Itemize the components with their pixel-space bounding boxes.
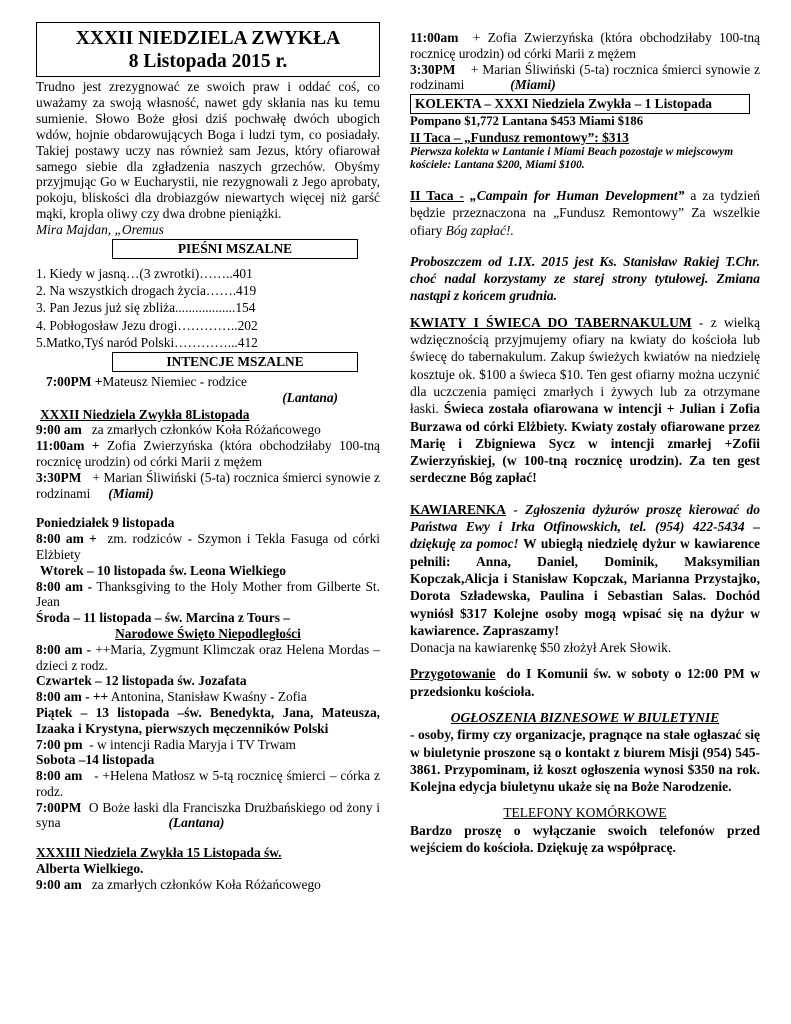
intention-entry: 8:00 am - ++Maria, Zygmunt Klimczak oraz Helena Mordas – dzieci z rodz. bbox=[36, 641, 380, 673]
thursday-heading: Czwartek – 12 listopada św. Jozafata bbox=[36, 673, 247, 689]
intention-entry: 8:00 am + zm. rodziców - Szymon i Tekla Fasuga od córki Elżbiety bbox=[36, 531, 380, 562]
intention-entry: 3:30PM + Marian Śliwiński (5-ta) rocznica śmierci synowie z rodzinami (Miami) bbox=[410, 61, 761, 93]
collection-box: KOLEKTA – XXXI Niedziela Zwykła – 1 Listopada bbox=[410, 94, 750, 114]
intention-entry: 11:00am + Zofia Zwierzyńska (która obchodziłaby 100-tną rocznicę urodzin) od córki Marii z mężem bbox=[410, 30, 760, 61]
intention-entry: 8:00 am - +Helena Matłosz w 5-tą rocznicę śmierci – córka z rodz. bbox=[36, 768, 380, 799]
intention-saturday: 7:00PM +Mateusz Niemiec - rodzice bbox=[46, 373, 247, 389]
intention-entry: 7:00PM O Boże łaski dla Franciszka Drużbańskiego od żony i syna (Lantana) bbox=[36, 799, 380, 831]
next-sunday-heading: XXXIII Niedziela Zwykła 15 Listopada św. bbox=[36, 845, 282, 861]
intention-entry: 8:00 am - Thanksgiving to the Holy Mother from Gilberte St. Jean bbox=[36, 578, 381, 610]
second-collection-note: Pierwsza kolekta w Lantanie i Miami Beach pozostaje w miejscowym kościele: Lantana $200, Miami $100. bbox=[410, 145, 734, 172]
hymn-item: 4. Pobłogosław Jezu drogi…………..202 bbox=[36, 317, 258, 333]
intention-place: (Lantana) bbox=[282, 389, 338, 405]
intention-entry: 8:00 am - ++ Antonina, Stanisław Kwaśny - Zofia bbox=[36, 689, 307, 705]
next-sunday-heading-cont: Alberta Wielkiego. bbox=[36, 861, 144, 877]
page-title: XXXII NIEDZIELA ZWYKŁA bbox=[75, 28, 341, 49]
sunday-heading: XXXII Niedziela Zwykła 8Listopada bbox=[40, 406, 250, 422]
phones-heading: TELEFONY KOMÓRKOWE bbox=[503, 805, 667, 821]
left-column bbox=[36, 22, 380, 893]
reflection-author: Mira Majdan, „Oremus bbox=[36, 222, 164, 238]
intention-entry: 9:00 am za zmarłych członków Koła Różańcowego bbox=[36, 422, 321, 438]
cafe-donation: Donacja na kawiarenkę $50 złożył Arek Słowik. bbox=[410, 640, 672, 656]
phones-text: Bardzo proszę o wyłączanie swoich telefonów przed wejściem do kościoła. Dziękuję za współpracę. bbox=[410, 822, 760, 856]
hymn-item: 1. Kiedy w jasną…(3 zwrotki)……..401 bbox=[36, 265, 253, 281]
flowers-paragraph: KWIATY I ŚWIECA DO TABERNAKULUM - z wielką wdzięcznością przyjmujemy ofiary na kwiaty do kościoła lub świecę do tabernakulum. Zakup świeżych kwiatów na niedzielę kosztuje ok. $100 a świeca $10. Ten gest ofiarny można uczynić dla uczczenia pamięci zmarłych i żywych lub za otrzymane łaski. Świeca została ofiarowana w intencji + Julian i Zofia Burzawa od córki Elżbiety. Kwiaty zostały ofiarowane przez Marię i Zbigniewa Sycz w intencji zmarłej +Zofii Zwierzyńskiej, (w 100-tną rocznicę urodzin). Za ten gest serdeczne Bóg zapłać! bbox=[410, 314, 760, 486]
ads-text: - osoby, firmy czy organizacje, pragnące na stałe ogłaszać się w biuletynie proszone są o kontakt z biurem Misji (954) 545-3861. Przypominam, iż koszt ogłoszenia wynosi $350 na rok. Kolejna edycja biuletynu ukaże się na Boże Narodzenie. bbox=[410, 727, 760, 795]
intention-entry: 7:00 pm - w intencji Radia Maryja i TV Trwam bbox=[36, 736, 296, 752]
intention-entry: 3:30PM + Marian Śliwiński (5-ta) rocznica śmierci synowie z rodzinami (Miami) bbox=[36, 469, 381, 501]
friday-heading: Piątek – 13 listopada –św. Benedykta, Jana, Mateusza, Izaaka i Krystyna, pierwszych męczenników Polski bbox=[36, 704, 380, 736]
wednesday-heading: Środa – 11 listopada – św. Marcina z Tours – bbox=[36, 610, 290, 626]
hymn-item: 3. Pan Jezus już się zbliża..................154 bbox=[36, 300, 256, 316]
second-collection-heading: II Taca – „Fundusz remontowy”: $313 bbox=[410, 129, 629, 145]
hymns-list bbox=[36, 265, 380, 351]
wednesday-subheading: Narodowe Święto Niepodległości bbox=[115, 625, 301, 641]
hymn-item: 2. Na wszystkich drogach życia…….419 bbox=[36, 283, 257, 299]
ads-heading: OGŁOSZENIA BIZNESOWE W BIULETYNIE bbox=[450, 709, 720, 725]
communion-prep: Przygotowanie do I Komunii św. w soboty o 12:00 PM w przedsionku kościoła. bbox=[410, 666, 761, 699]
pastor-notice: Proboszczem od 1.IX. 2015 jest Ks. Stanisław Rakiej T.Chr. choć nadal korzystamy ze starej strony tytułowej. Zmiana nastąpi z końcem grudnia. bbox=[410, 253, 760, 304]
intention-entry: 11:00am + Zofia Zwierzyńska (która obchodziłaby 100-tną rocznicę urodzin) od córki Marii z mężem bbox=[36, 438, 380, 469]
right-column bbox=[410, 30, 760, 856]
hymns-heading: PIEŚNI MSZALNE bbox=[112, 239, 358, 259]
title-box bbox=[36, 22, 380, 77]
hymn-item: 5.Matko,Tyś naród Polski…………...412 bbox=[36, 334, 258, 350]
saturday-heading: Sobota –14 listopada bbox=[36, 752, 155, 768]
tuesday-heading: Wtorek – 10 listopada św. Leona Wielkiego bbox=[40, 562, 286, 578]
intention-entry: 9:00 am za zmarłych członków Koła Różańcowego bbox=[36, 876, 321, 892]
page-date: 8 Listopada 2015 r. bbox=[128, 51, 288, 72]
reflection-text: Trudno jest zrezygnować ze swoich praw i oddać coś, co uważamy za swoją własność, nawet gdy skłania nas ku temu sumienie. Słowo Boże głosi dziś pochwałę dwóch ubogich wdów, hojnie obdarowujących Boga i ludzi tym, co posiadały. Takiej postawy uczy nas również sam Jezus, który ofiarował samego siebie dla zgładzenia naszych grzechów. Obyśmy przyjmując Go w Eucharystii, nie rezygnowali z Jego aprobaty, pokoju, bliskości dla drobiazgów niewartych więcej niż garść mąki, kropla oliwy czy dwa drobne pieniążki. bbox=[36, 79, 380, 222]
cafe-paragraph: KAWIARENKA - Zgłoszenia dyżurów proszę kierować do Państwa Ewy i Irka Otfinowskich, tel. (954) 422-5434 – dziękuję za pomoc! W ubiegłą niedzielę dyżur w kawiarence pełnili: Anna, Daniel, Dominik, Maksymilian Kopczak,Alicja i Stanisław Kopczak, Marianna Przystajko, Dorota Szładewska, Paulina i Sebastian Salas. Dochód wyniósł $317 Kolejne osoby mogą wpisać się na dyżur w kawiarence. Zapraszamy! bbox=[410, 501, 760, 638]
collection-amounts: Pompano $1,772 Lantana $453 Miami $186 bbox=[410, 114, 643, 129]
monday-heading: Poniedziałek 9 listopada bbox=[36, 515, 175, 531]
intentions-heading: INTENCJE MSZALNE bbox=[112, 352, 358, 372]
campaign-paragraph: II Taca - „Campain for Human Development” a za tydzień będzie przeznaczona na „Fundusz Remontowy” Za wszelkie ofiary Bóg zapłać!. bbox=[410, 187, 761, 238]
